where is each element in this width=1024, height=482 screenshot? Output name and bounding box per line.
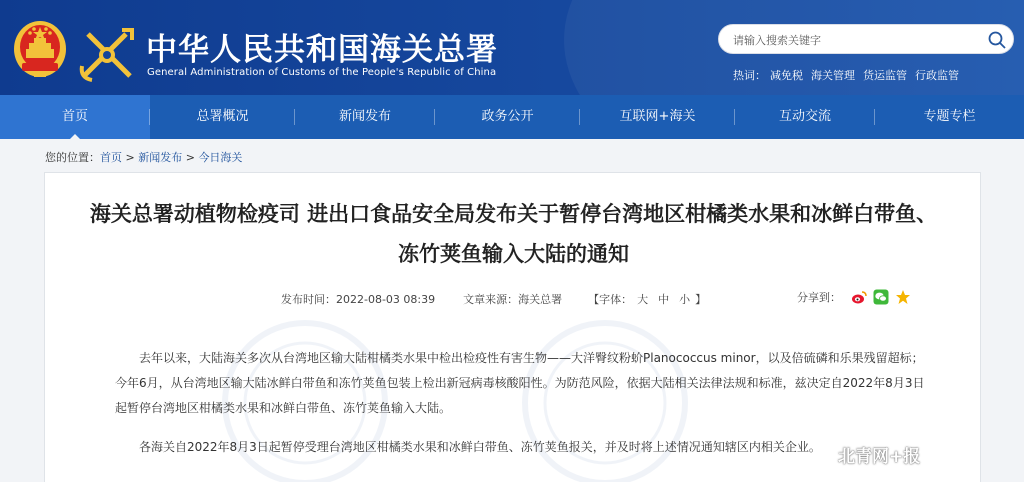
nav-item-news[interactable]: 新闻发布 — [295, 95, 435, 139]
nav-item-special-topics[interactable]: 专题专栏 — [923, 109, 976, 124]
weibo-share-icon[interactable] — [851, 289, 867, 305]
publish-time: 2022-08-03 08:39 — [336, 292, 436, 306]
main-nav — [0, 95, 1024, 139]
nav-item-overview[interactable]: 总署概况 — [150, 95, 295, 139]
site-title: 中华人民共和国海关总署 — [146, 32, 498, 68]
article-paragraph: 去年以来，大陆海关多次从台湾地区输大陆柑橘类水果中检出检疫性有害生物——大洋臀纹粉蚧Planococcus minor，以及倍硫磷和乐果残留超标；今年6月，从台湾地区输大陆冰鲜白带鱼和冻竹荚鱼包装上检出新冠病毒核酸阳性。为防范风险，依据大陆相关法律法规和标准，兹决定自2022年8月3日起暂停台湾地区柑橘类水果和冰鲜白带鱼、冻竹荚鱼输入大陆。 — [115, 351, 925, 415]
font-size-end: 】 — [695, 293, 707, 306]
article-panel — [44, 172, 981, 482]
site-subtitle: General Administration of Customs of the People's Republic of China — [147, 67, 497, 78]
breadcrumb-home[interactable]: 首页 — [100, 151, 122, 164]
source: 海关总署 — [518, 293, 563, 306]
customs-logo-icon — [78, 26, 136, 82]
favorite-share-icon[interactable] — [895, 289, 911, 305]
breadcrumb-today-customs[interactable]: 今日海关 — [198, 151, 243, 164]
publish-time-label: 发布时间： — [281, 293, 336, 306]
search-box — [718, 24, 1014, 54]
nav-item-interaction[interactable]: 互动交流 — [735, 95, 875, 139]
nav-item-government-affairs[interactable]: 政务公开 — [435, 95, 580, 139]
nav-item-internet-customs[interactable]: 互联网+海关 — [580, 95, 735, 139]
nav-item-home[interactable]: 首页 — [0, 95, 150, 139]
breadcrumb — [45, 149, 242, 165]
search-input[interactable] — [733, 31, 973, 49]
font-size-large[interactable]: 大 — [637, 293, 649, 306]
wechat-share-icon[interactable] — [873, 289, 889, 305]
font-size-small[interactable]: 小 — [679, 293, 691, 306]
site-header — [0, 0, 1024, 95]
font-size-medium[interactable]: 中 — [658, 293, 670, 306]
hot-word-link[interactable]: 减免税 — [770, 69, 803, 82]
search-icon[interactable] — [987, 30, 1007, 50]
article-title: 海关总署动植物检疫司 进出口食品安全局发布关于暂停台湾地区柑橘类水果和冰鲜白带鱼、冻竹荚鱼输入大陆的通知 — [89, 201, 938, 266]
weibo-watermark-text: 北青网+报 — [838, 447, 921, 467]
breadcrumb-news[interactable]: 新闻发布 — [138, 151, 183, 164]
hot-word-link[interactable]: 海关管理 — [811, 69, 855, 82]
national-emblem-icon — [12, 19, 68, 81]
breadcrumb-separator: > — [122, 151, 139, 164]
hot-word-link[interactable]: 行政监管 — [915, 69, 959, 82]
article-meta — [281, 291, 706, 307]
share-label: 分享到： — [797, 291, 841, 304]
hot-word-link[interactable]: 货运监管 — [863, 69, 907, 82]
hot-words — [733, 67, 967, 83]
source-label: 文章来源： — [463, 293, 519, 306]
font-size-label: 【字体： — [588, 293, 633, 306]
breadcrumb-label: 您的位置： — [45, 151, 100, 164]
weibo-watermark — [838, 442, 920, 467]
article-paragraph: 各海关自2022年8月3日起暂停受理台湾地区柑橘类水果和冰鲜白带鱼、冻竹荚鱼报关，并及时将上述情况通知辖区内相关企业。 — [139, 440, 821, 454]
share-bar — [797, 289, 911, 305]
breadcrumb-separator: > — [182, 151, 199, 164]
hot-words-label: 热词： — [733, 69, 766, 82]
